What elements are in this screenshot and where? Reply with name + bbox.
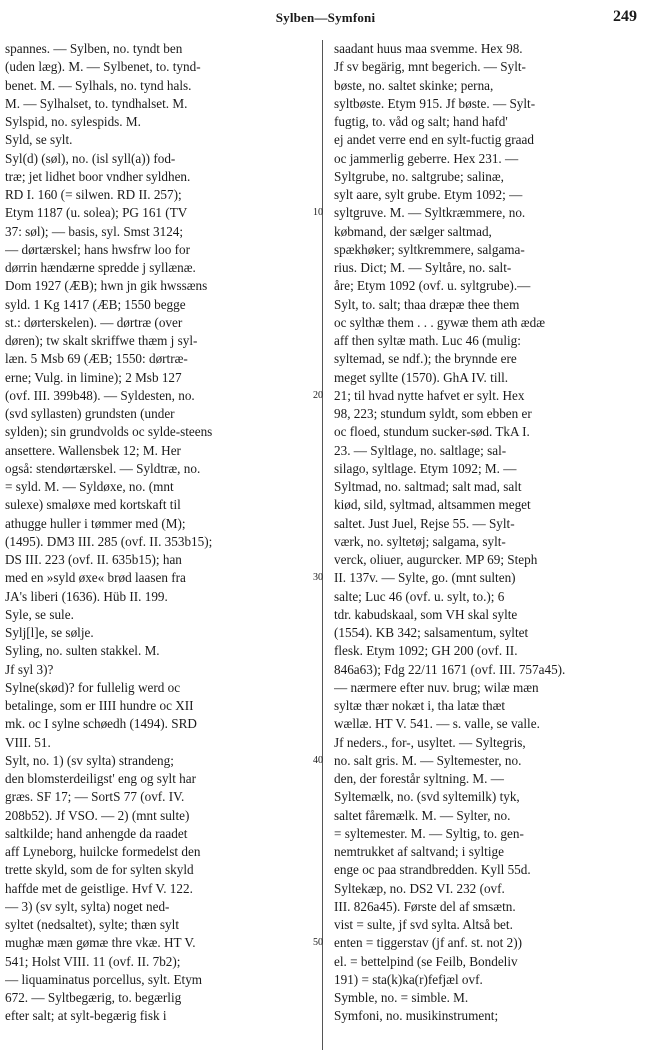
right-column-line: tdr. kabudskaal, som VH skal sylte	[334, 606, 518, 622]
left-column-line: mk. oc I sylne schøedh (1494). SRD	[5, 716, 197, 732]
left-column-line: Syle, se sule.	[5, 606, 74, 622]
right-column-line: nemtrukket af saltvand; i syltige	[334, 844, 504, 859]
left-column-line: RD I. 160 (= silwen. RD II. 257);	[5, 187, 182, 202]
right-column-line: Jf sv begärig, mnt begerich. — Sylt-	[334, 59, 526, 75]
right-column-line: spækhøker; syltkremmere, salgama-	[334, 241, 525, 257]
left-column-line: dørrin hændærne spredde j syllænæ.	[5, 260, 196, 275]
left-column-line: 672. — Syltbegærig, to. begærlig	[5, 990, 182, 1005]
left-column-line: M. — Sylhalset, to. tyndhalset. M.	[5, 95, 188, 111]
right-column-line: = syltemester. M. — Syltig, to. gen-	[334, 825, 524, 841]
right-column-line: enge oc paa strandbredden. Kyll 55d.	[334, 862, 531, 878]
left-column-line: aff Lyneborg, huilcke formedelst den	[5, 844, 201, 859]
left-column-line: DS III. 223 (ovf. II. 635b15); han	[5, 552, 182, 567]
right-column-line: 846a63); Fdg 22/11 1671 (ovf. III. 757a45).	[334, 661, 566, 677]
right-column-line: syltemad, se ndf.); the brynnde ere	[334, 351, 517, 367]
left-column-line: 37: søl); — basis, syl. Smst 3124;	[5, 223, 184, 239]
margin-line-number: 10	[313, 207, 323, 219]
left-column-line: Sylj[l]e, se sølje.	[5, 625, 94, 640]
left-column-line: træ; jet lidhet boor vndher syldhen.	[5, 168, 191, 184]
right-column-line: Sylt, to. salt; thaa dræpæ thee them	[334, 296, 520, 312]
left-column-line: (uden læg). M. — Sylbenet, to. tynd-	[5, 59, 201, 75]
right-column	[334, 40, 640, 1026]
left-column-line: erne; Vulg. in limine); 2 Msb 127	[5, 369, 182, 385]
left-column-line: (svd syllasten) grundsten (under	[5, 406, 175, 421]
left-column-line: — liquaminatus porcellus, sylt. Etym	[5, 971, 203, 987]
left-column-line: st.: dørterskelen). — dørtræ (over	[5, 314, 183, 330]
right-column-line: silago, syltlage. Etym 1092; M. —	[334, 460, 517, 476]
column-divider	[322, 40, 323, 1050]
left-column-line: sulexe) smaløxe med kortskaft til	[5, 497, 181, 513]
right-column-line: oc sylthæ them . . . gywæ them ath ædæ	[334, 314, 545, 330]
right-column-line: rius. Dict; M. — Syltåre, no. salt-	[334, 260, 512, 275]
right-column-line: flesk. Etym 1092; GH 200 (ovf. II.	[334, 643, 518, 659]
right-column-line: åre; Etym 1092 (ovf. u. syltgrube).—	[334, 278, 531, 294]
left-column-line: benet. M. — Sylhals, no. tynd hals.	[5, 77, 192, 93]
left-column-line: syld. 1 Kg 1417 (ÆB; 1550 begge	[5, 296, 186, 312]
left-column-line: (1495). DM3 III. 285 (ovf. II. 353b15);	[5, 533, 213, 549]
left-column-line: trette skyld, som de for sylten skyld	[5, 862, 194, 878]
right-column-line: Syltgrube, no. saltgrube; salinæ,	[334, 168, 504, 184]
right-column-line: bøste, no. saltet skinke; perna,	[334, 77, 494, 93]
left-column-line: athugge huller i tømmer med (M);	[5, 515, 186, 531]
right-column-line: syltgruve. M. — Syltkræmmere, no.	[334, 205, 526, 221]
right-column-line: værk, no. syltetøj; salgama, sylt-	[334, 533, 506, 549]
left-column-line: VIII. 51.	[5, 734, 51, 750]
left-column-line: læn. 5 Msb 69 (ÆB; 1550: dørtræ-	[5, 351, 188, 367]
right-column-line: (1554). KB 342; salsamentum, syltet	[334, 625, 529, 640]
right-column-line: sylt aare, sylt grube. Etym 1092; —	[334, 187, 523, 202]
left-column-line: med en »syld øxe« brød laasen fra	[5, 570, 186, 586]
right-column-line: wællæ. HT V. 541. — s. valle, se valle.	[334, 716, 540, 732]
left-column-line: også: stendørtærskel. — Syldtræ, no.	[5, 460, 201, 476]
right-column-line: fugtig, to. våd og salt; hand hafd'	[334, 114, 508, 129]
right-column-line: købmand, der sælger saltmad,	[334, 223, 492, 239]
left-column-line: haffde met de geistlige. Hvf V. 122.	[5, 880, 193, 896]
right-column-line: Symfoni, no. musikinstrument;	[334, 1008, 499, 1024]
right-column-line: syltbøste. Etym 915. Jf bøste. — Sylt-	[334, 95, 536, 111]
left-column-line: sylden); sin grundvolds oc sylde-steens	[5, 424, 213, 440]
right-column-line: Symble, no. = simble. M.	[334, 990, 469, 1005]
left-column-line: 541; Holst VIII. 11 (ovf. II. 7b2);	[5, 953, 181, 969]
left-column-line: = syld. M. — Syldøxe, no. (mnt	[5, 479, 174, 494]
right-column-line: kiød, sild, syltmad, altsammen meget	[334, 497, 531, 513]
margin-line-number: 50	[313, 937, 323, 949]
left-column-line: døren); tw skalt skriffwe thæm j syl-	[5, 333, 198, 348]
left-column-line: Dom 1927 (ÆB); hwn jn gik hwssæns	[5, 278, 208, 294]
left-column-line: ansettere. Wallensbek 12; M. Her	[5, 442, 181, 458]
right-column-line: II. 137v. — Sylte, go. (mnt sulten)	[334, 570, 516, 586]
right-column-line: el. = bettelpind (se Feilb, Bondeliv	[334, 953, 518, 969]
left-column-line: efter salt; at sylt-begærig fisk i	[5, 1008, 167, 1024]
right-column-line: 98, 223; stundum syldt, som ebben er	[334, 406, 532, 421]
left-column-line: — dørtærskel; hans hwsfrw loo for	[5, 241, 190, 257]
left-column-line: Syl(d) (søl), no. (isl syll(a)) fod-	[5, 150, 176, 166]
margin-line-number: 30	[313, 572, 323, 584]
right-column-line: ej andet verre end en sylt-fuctig graad	[334, 132, 534, 148]
right-column-line: Syltmad, no. saltmad; salt mad, salt	[334, 479, 522, 494]
running-head	[0, 8, 651, 30]
left-column-line: Jf syl 3)?	[5, 661, 54, 677]
right-column-line: III. 826a45). Første del af smsætn.	[334, 898, 516, 914]
running-title: Sylben—Symfoni	[275, 10, 376, 25]
left-column-line: betalinge, som er IIII hundre oc XII	[5, 698, 194, 713]
right-column-line: no. salt gris. M. — Syltemester, no.	[334, 752, 522, 768]
right-column-line: salte; Luc 46 (ovf. u. sylt, to.); 6	[334, 588, 505, 604]
left-column-line: græs. SF 17; — SortS 77 (ovf. IV.	[5, 789, 185, 805]
margin-line-number: 20	[313, 389, 323, 401]
right-column-line: 191) = sta(k)ka(r)fefjæl ovf.	[334, 971, 483, 987]
margin-line-number: 40	[313, 754, 323, 766]
left-column-line: mughæ mæn gømæ thre vkæ. HT V.	[5, 935, 196, 951]
right-column-line: 21; til hvad nytte hafvet er sylt. Hex	[334, 387, 525, 403]
right-column-line: saadant huus maa svemme. Hex 98.	[334, 41, 523, 56]
left-column-line: (ovf. III. 399b48). — Syldesten, no.	[5, 387, 195, 403]
right-column-line: Syltekæp, no. DS2 VI. 232 (ovf.	[334, 880, 505, 896]
right-column-line: den, der forestår syltning. M. —	[334, 771, 504, 786]
right-column-line: Jf neders., for-, usyltet. — Syltegris,	[334, 734, 526, 750]
right-column-line: verck, oliuer, augurcker. MP 69; Steph	[334, 552, 538, 567]
left-column-line: JA's liberi (1636). Hüb II. 199.	[5, 588, 168, 604]
left-column-line: Sylne(skød)? for fullelig werd oc	[5, 679, 181, 695]
right-column-line: meget syllte (1570). GhA IV. till.	[334, 369, 509, 385]
left-column-line: Sylt, no. 1) (sv sylta) strandeng;	[5, 752, 174, 768]
left-column-line: Syling, no. sulten stakkel. M.	[5, 643, 160, 659]
right-column-line: — nærmere efter nuv. brug; wilæ mæn	[334, 679, 539, 695]
left-column-line: Sylspid, no. sylespids. M.	[5, 114, 141, 129]
right-column-line: saltet. Just Juel, Rejse 55. — Sylt-	[334, 515, 515, 531]
left-column-line: spannes. — Sylben, no. tyndt ben	[5, 41, 183, 56]
left-column-line: Syld, se sylt.	[5, 132, 73, 148]
left-column-line: — 3) (sv sylt, sylta) noget ned-	[5, 898, 170, 914]
right-column-line: vist = sulte, jf svd sylta. Altså bet.	[334, 917, 513, 932]
right-column-line: enten = tiggerstav (jf anf. st. not 2))	[334, 935, 522, 951]
left-column-line: syltet (nedsaltet), sylte; thæn sylt	[5, 917, 179, 932]
right-column-line: 23. — Syltlage, no. saltlage; sal-	[334, 442, 507, 458]
right-column-line: aff then syltæ math. Luc 46 (mulig:	[334, 333, 521, 348]
left-column-line: saltkilde; hand anhengde da raadet	[5, 825, 188, 841]
page-number: 249	[613, 8, 637, 25]
left-column-line: 208b52). Jf VSO. — 2) (mnt sulte)	[5, 807, 190, 823]
left-column-line: Etym 1187 (u. solea); PG 161 (TV	[5, 205, 188, 221]
left-column-line: den blomsterdeiligst' eng og sylt har	[5, 771, 196, 786]
right-column-line: oc floed, stundum sucker-sød. TkA I.	[334, 424, 530, 440]
right-column-line: syltæ thær nokæt i, tha latæ thæt	[334, 698, 506, 713]
left-column	[5, 40, 311, 1026]
right-column-line: Syltemælk, no. (svd syltemilk) tyk,	[334, 789, 520, 805]
right-column-line: saltet fåremælk. M. — Sylter, no.	[334, 807, 511, 823]
right-column-line: oc jammerlig geberre. Hex 231. —	[334, 150, 519, 166]
